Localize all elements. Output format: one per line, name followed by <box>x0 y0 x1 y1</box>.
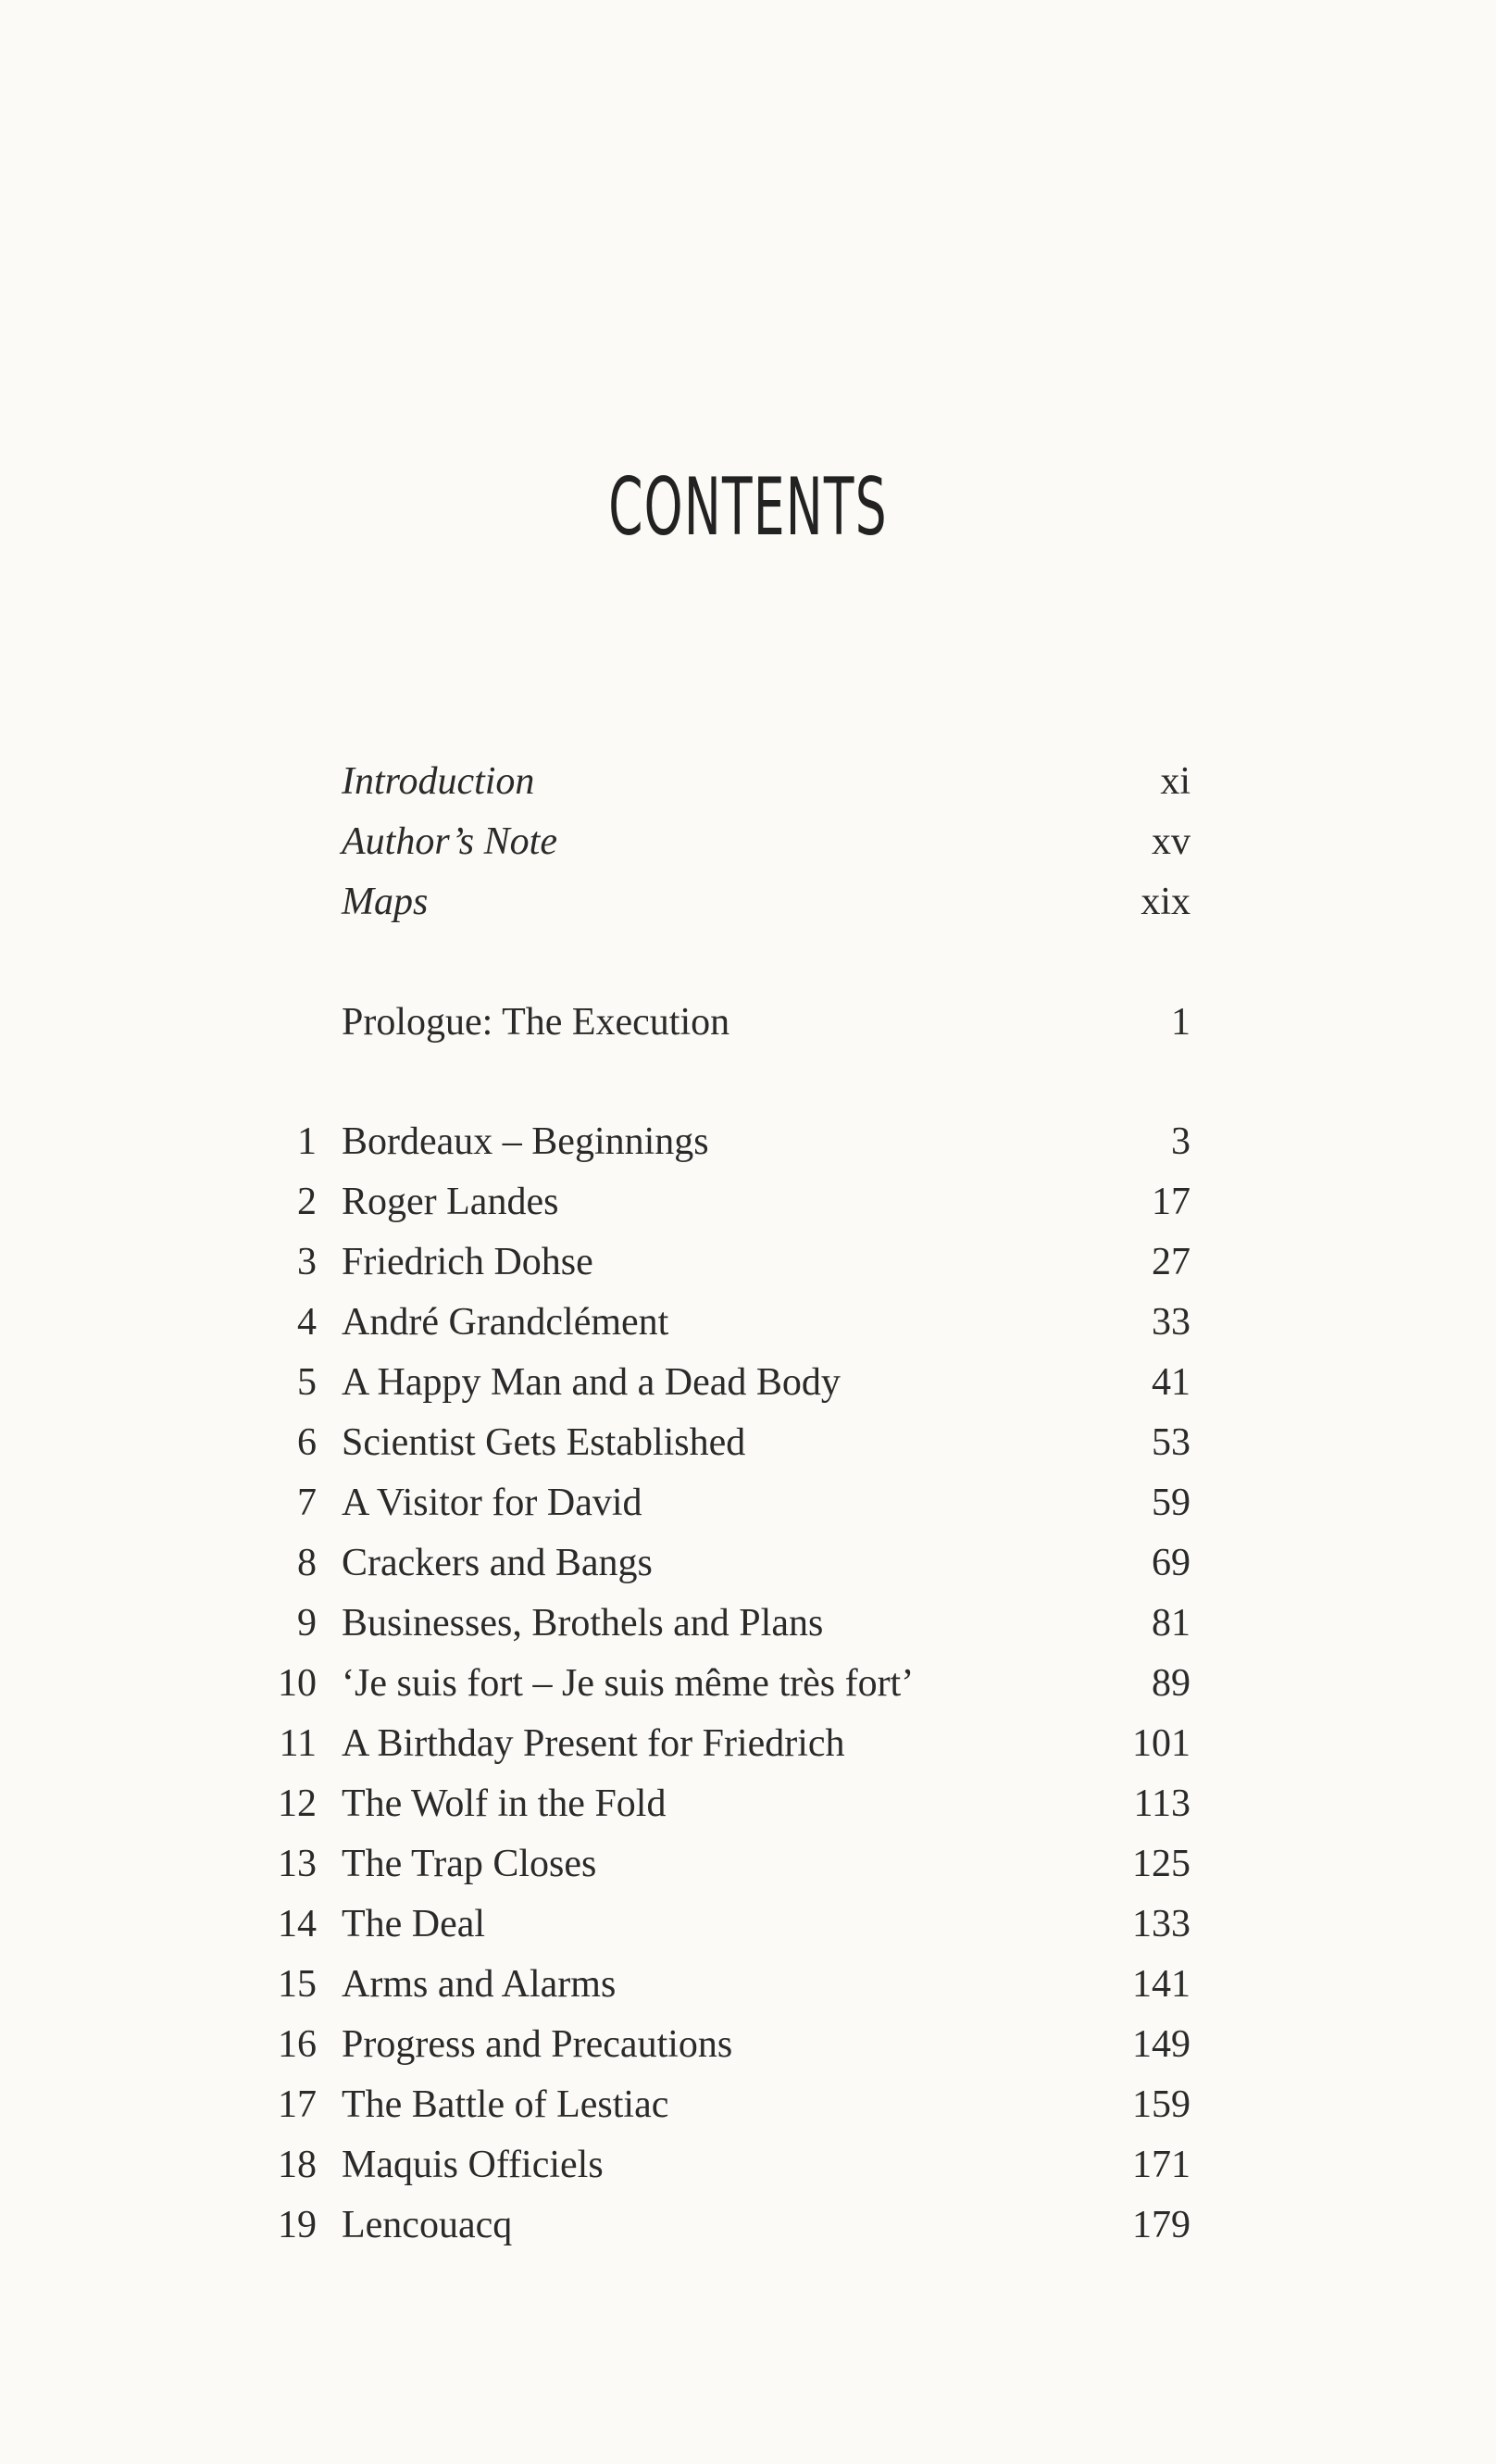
entry-title: André Grandclément <box>342 1301 669 1344</box>
entry-title: Scientist Gets Established <box>342 1421 746 1464</box>
entry-page: 69 <box>1152 1542 1191 1584</box>
entry-page: 27 <box>1152 1241 1191 1283</box>
entry-page: 113 <box>1133 1782 1191 1825</box>
entry-page: 125 <box>1132 1843 1191 1885</box>
entry-title: A Visitor for David <box>342 1482 642 1524</box>
entry-title: Progress and Precautions <box>342 2023 733 2066</box>
toc-entry-chapter[interactable] <box>0 2077 1496 2133</box>
toc-entry-chapter[interactable] <box>0 2017 1496 2072</box>
chapter-number: 8 <box>297 1542 317 1584</box>
toc-entry-prologue[interactable] <box>0 994 1496 1050</box>
entry-page: 133 <box>1132 1903 1191 1945</box>
toc-entry-introduction[interactable] <box>0 754 1496 809</box>
chapter-number: 4 <box>297 1301 317 1344</box>
entry-page: xix <box>1141 881 1191 923</box>
entry-title: A Happy Man and a Dead Body <box>342 1361 841 1404</box>
toc-entry-chapter[interactable] <box>0 1174 1496 1230</box>
entry-title: The Trap Closes <box>342 1843 597 1885</box>
entry-title: Bordeaux – Beginnings <box>342 1120 709 1163</box>
chapter-number: 9 <box>297 1602 317 1645</box>
entry-page: 59 <box>1152 1482 1191 1524</box>
entry-title: A Birthday Present for Friedrich <box>342 1722 845 1765</box>
toc-entry-chapter[interactable] <box>0 1415 1496 1470</box>
entry-title: Lencouacq <box>342 2204 513 2246</box>
contents-heading: CONTENTS <box>608 461 888 554</box>
toc-entry-chapter[interactable] <box>0 2197 1496 2253</box>
chapter-number: 16 <box>278 2023 317 2066</box>
chapter-number: 5 <box>297 1361 317 1404</box>
toc-entry-maps[interactable] <box>0 874 1496 930</box>
entry-title: Maps <box>342 881 429 923</box>
toc-entry-chapter[interactable] <box>0 1535 1496 1591</box>
chapter-number: 13 <box>278 1843 317 1885</box>
toc-entry-chapter[interactable] <box>0 1114 1496 1169</box>
entry-page: 179 <box>1132 2204 1191 2246</box>
toc-entry-chapter[interactable] <box>0 1896 1496 1952</box>
entry-page: 149 <box>1132 2023 1191 2066</box>
chapter-number: 17 <box>278 2083 317 2126</box>
chapter-number: 15 <box>278 1963 317 2006</box>
entry-title: ‘Je suis fort – Je suis même très fort’ <box>342 1662 915 1705</box>
entry-page: xi <box>1160 760 1191 803</box>
chapter-number: 10 <box>278 1662 317 1705</box>
entry-title: Friedrich Dohse <box>342 1241 593 1283</box>
toc-entry-authors-note[interactable] <box>0 814 1496 869</box>
entry-title: Maquis Officiels <box>342 2144 604 2186</box>
toc-entry-chapter[interactable] <box>0 1355 1496 1410</box>
chapter-number: 11 <box>279 1722 317 1765</box>
entry-page: 159 <box>1132 2083 1191 2126</box>
chapter-number: 3 <box>297 1241 317 1283</box>
chapter-number: 7 <box>297 1482 317 1524</box>
toc-entry-chapter[interactable] <box>0 1595 1496 1651</box>
entry-title: Roger Landes <box>342 1181 559 1223</box>
chapter-number: 14 <box>278 1903 317 1945</box>
entry-title: The Wolf in the Fold <box>342 1782 667 1825</box>
entry-page: xv <box>1152 820 1191 863</box>
entry-page: 41 <box>1152 1361 1191 1404</box>
entry-page: 81 <box>1152 1602 1191 1645</box>
toc-entry-chapter[interactable] <box>0 1475 1496 1531</box>
entry-page: 1 <box>1171 1001 1191 1044</box>
entry-title: Arms and Alarms <box>342 1963 617 2006</box>
toc-entry-chapter[interactable] <box>0 1957 1496 2012</box>
entry-title: Crackers and Bangs <box>342 1542 653 1584</box>
entry-title: Prologue: The Execution <box>342 1001 730 1044</box>
toc-entry-chapter[interactable] <box>0 1656 1496 1711</box>
entry-page: 171 <box>1132 2144 1191 2186</box>
toc-entry-chapter[interactable] <box>0 1234 1496 1290</box>
entry-title: The Battle of Lestiac <box>342 2083 669 2126</box>
entry-title: Author’s Note <box>342 820 557 863</box>
entry-page: 53 <box>1152 1421 1191 1464</box>
chapter-number: 18 <box>278 2144 317 2186</box>
toc-entry-chapter[interactable] <box>0 1716 1496 1771</box>
chapter-number: 6 <box>297 1421 317 1464</box>
entry-page: 33 <box>1152 1301 1191 1344</box>
chapter-number: 1 <box>297 1120 317 1163</box>
toc-entry-chapter[interactable] <box>0 1836 1496 1892</box>
entry-title: Introduction <box>342 760 535 803</box>
entry-page: 3 <box>1171 1120 1191 1163</box>
chapter-number: 2 <box>297 1181 317 1223</box>
toc-entry-chapter[interactable] <box>0 1295 1496 1350</box>
entry-title: The Deal <box>342 1903 486 1945</box>
chapter-number: 19 <box>278 2204 317 2246</box>
entry-title: Businesses, Brothels and Plans <box>342 1602 824 1645</box>
entry-page: 101 <box>1132 1722 1191 1765</box>
entry-page: 141 <box>1132 1963 1191 2006</box>
toc-entry-chapter[interactable] <box>0 2137 1496 2193</box>
entry-page: 17 <box>1152 1181 1191 1223</box>
chapter-number: 12 <box>278 1782 317 1825</box>
entry-page: 89 <box>1152 1662 1191 1705</box>
toc-entry-chapter[interactable] <box>0 1776 1496 1832</box>
